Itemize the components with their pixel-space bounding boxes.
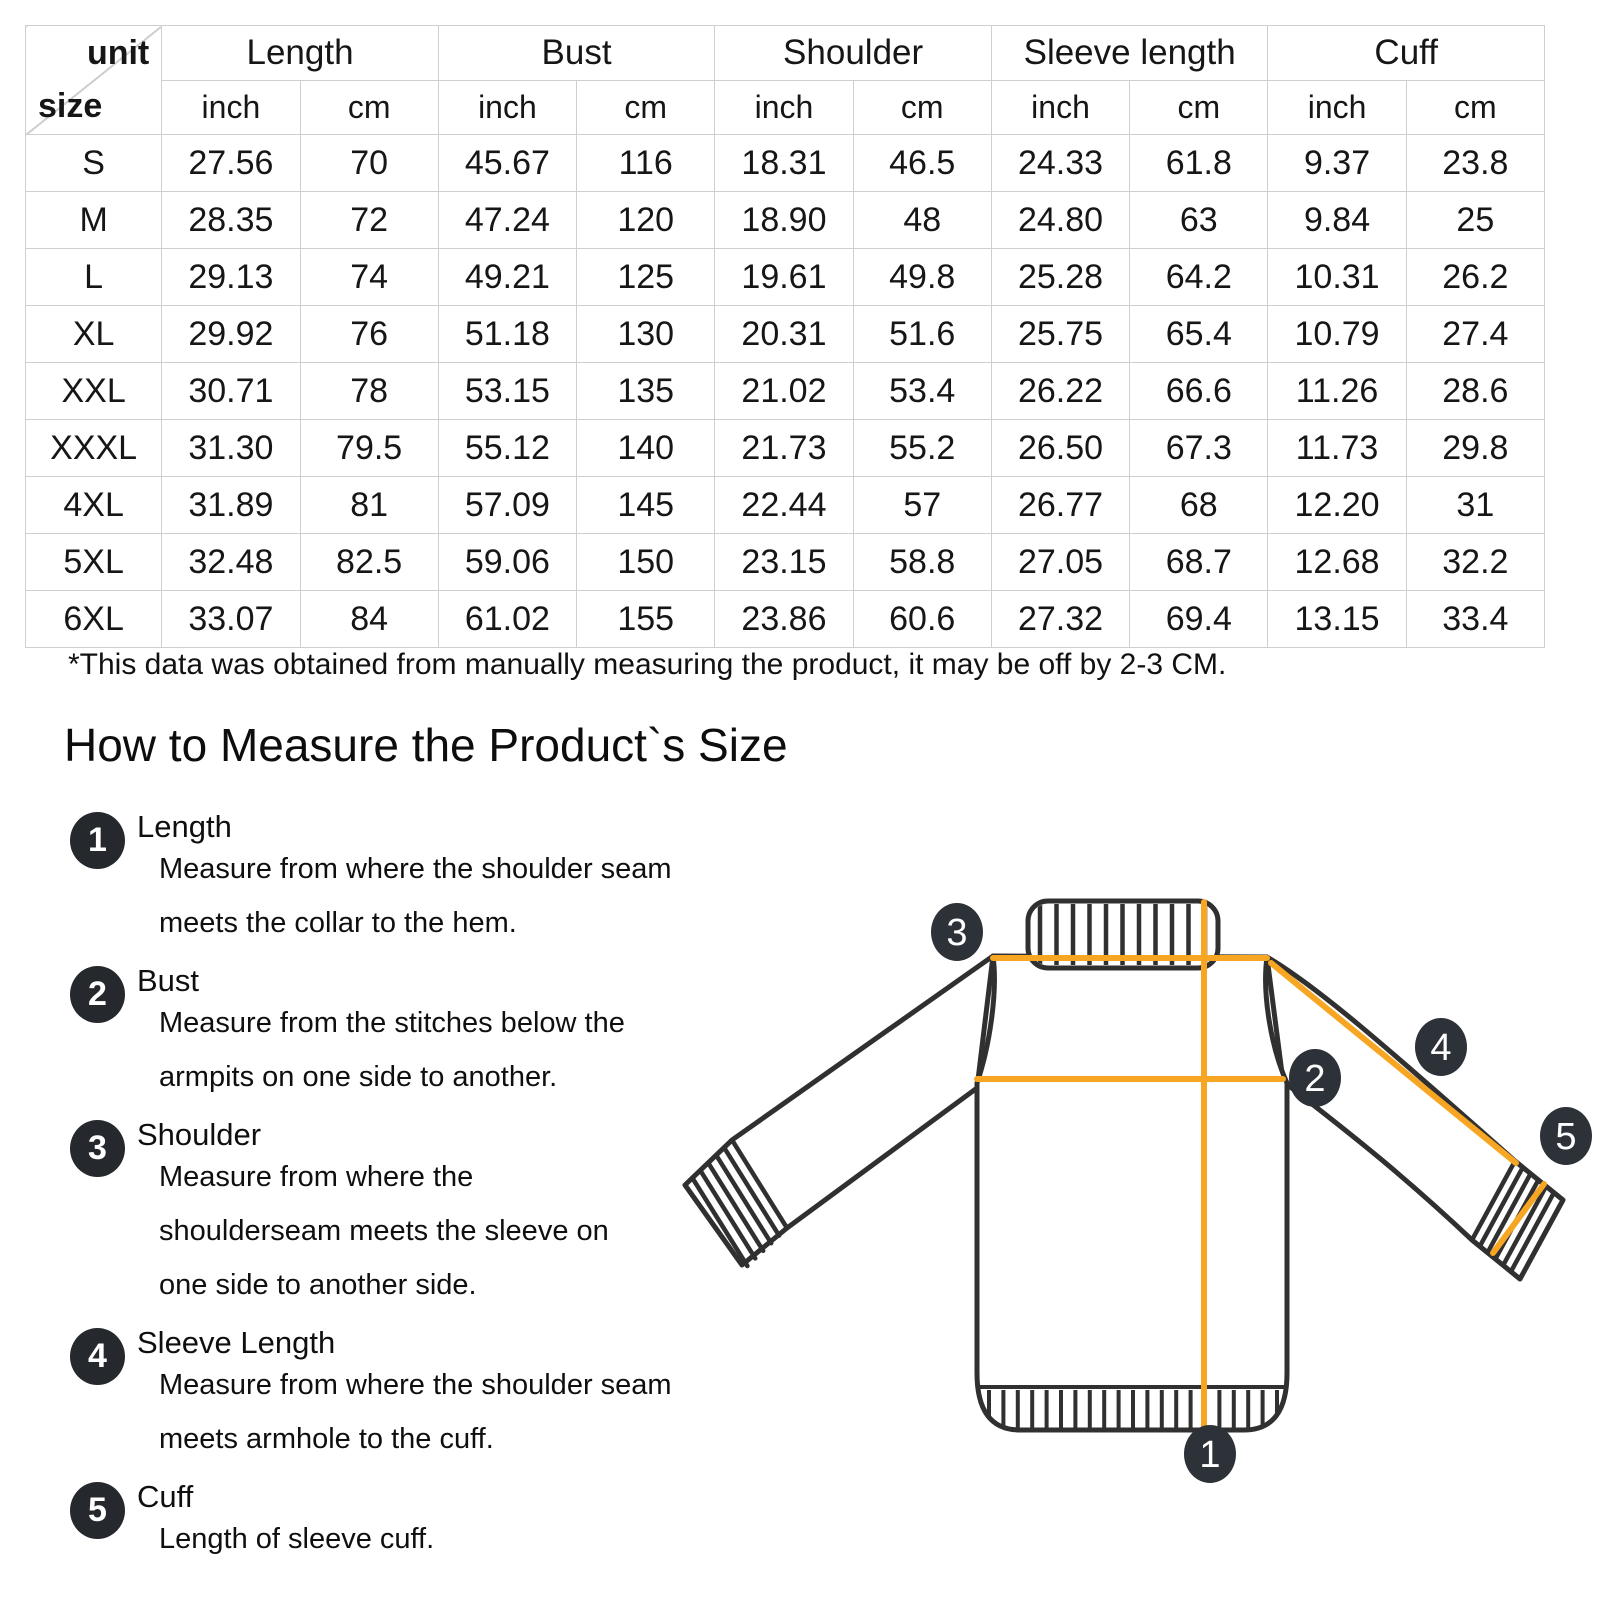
corner-size-label: size [38, 87, 103, 125]
size-row [26, 420, 1545, 477]
measurement-cell: 11.26 [1268, 363, 1406, 420]
measurement-cell: 12.68 [1268, 534, 1406, 591]
measurement-cell: 130 [577, 306, 715, 363]
unit-header: cm [300, 81, 438, 135]
measurement-cell: 69.4 [1130, 591, 1268, 648]
measurement-cell: 23.8 [1406, 135, 1544, 192]
size-row-label: XXL [26, 363, 162, 420]
svg-text:2: 2 [1304, 1058, 1326, 1100]
measurement-cell: 150 [577, 534, 715, 591]
measurement-cell: 31 [1406, 477, 1544, 534]
measurement-cell: 49.21 [438, 249, 576, 306]
diagram-badge-sleeve [1415, 1018, 1467, 1076]
instruction-line: Measure from the stitches below the [159, 1007, 625, 1039]
corner-unit-label: unit [86, 34, 150, 72]
measurement-cell: 27.32 [991, 591, 1129, 648]
measurement-cell: 19.61 [715, 249, 853, 306]
measurement-cell: 31.89 [162, 477, 300, 534]
size-row-label: 5XL [26, 534, 162, 591]
unit-header: cm [1130, 81, 1268, 135]
measurement-cell: 32.48 [162, 534, 300, 591]
measurement-cell: 29.8 [1406, 420, 1544, 477]
measurement-cell: 58.8 [853, 534, 991, 591]
measurement-cell: 11.73 [1268, 420, 1406, 477]
instruction-line: Length of sleeve cuff. [159, 1523, 435, 1555]
size-row-label: XL [26, 306, 162, 363]
diagram-badge-shoulder [931, 903, 983, 961]
measurement-cell: 68 [1130, 477, 1268, 534]
measurement-cell: 120 [577, 192, 715, 249]
group-header-length: Length [162, 26, 439, 81]
group-header-shoulder: Shoulder [715, 26, 992, 81]
measurement-cell: 79.5 [300, 420, 438, 477]
svg-text:4: 4 [1430, 1027, 1452, 1069]
unit-header: inch [991, 81, 1129, 135]
measurement-cell: 27.56 [162, 135, 300, 192]
measurement-cell: 57 [853, 477, 991, 534]
measurement-cell: 61.02 [438, 591, 576, 648]
measurement-cell: 59.06 [438, 534, 576, 591]
measurement-cell: 116 [577, 135, 715, 192]
instruction-line: meets armhole to the cuff. [159, 1423, 494, 1455]
unit-header: inch [162, 81, 300, 135]
right-sleeve [1267, 957, 1563, 1279]
measurement-cell: 33.07 [162, 591, 300, 648]
size-row-label: 6XL [26, 591, 162, 648]
size-row-label: L [26, 249, 162, 306]
diagram-badge-bust [1289, 1049, 1341, 1107]
measurement-cell: 26.2 [1406, 249, 1544, 306]
size-chart-table [25, 25, 1545, 648]
measurement-cell: 125 [577, 249, 715, 306]
size-row [26, 306, 1545, 363]
measurement-cell: 51.18 [438, 306, 576, 363]
svg-text:3: 3 [946, 912, 968, 954]
table-unit-header-row [26, 81, 1545, 135]
instruction-number-badge: 5 [70, 1482, 125, 1539]
measurement-cell: 13.15 [1268, 591, 1406, 648]
instruction-item [70, 1116, 730, 1312]
measurement-cell: 145 [577, 477, 715, 534]
measurement-cell: 22.44 [715, 477, 853, 534]
measurement-cell: 82.5 [300, 534, 438, 591]
unit-header: cm [577, 81, 715, 135]
corner-cell [26, 26, 162, 135]
measurement-cell: 76 [300, 306, 438, 363]
unit-header: inch [438, 81, 576, 135]
group-header-cuff: Cuff [1268, 26, 1545, 81]
measurement-cell: 81 [300, 477, 438, 534]
measurement-cell: 26.22 [991, 363, 1129, 420]
unit-header: inch [1268, 81, 1406, 135]
measurement-cell: 70 [300, 135, 438, 192]
size-row [26, 192, 1545, 249]
measurement-cell: 72 [300, 192, 438, 249]
sweater-measure-diagram [680, 843, 1600, 1503]
measurement-cell: 18.31 [715, 135, 853, 192]
measurement-cell: 74 [300, 249, 438, 306]
measurement-cell: 26.77 [991, 477, 1129, 534]
measurement-cell: 155 [577, 591, 715, 648]
sweater-body [977, 956, 1287, 1435]
measurement-cell: 49.8 [853, 249, 991, 306]
measurement-cell: 9.84 [1268, 192, 1406, 249]
measurement-cell: 60.6 [853, 591, 991, 648]
measurement-cell: 25.75 [991, 306, 1129, 363]
instruction-line: one side to another side. [159, 1269, 477, 1301]
left-sleeve [685, 956, 993, 1266]
measurement-cell: 31.30 [162, 420, 300, 477]
size-row-label: M [26, 192, 162, 249]
measurement-cell: 65.4 [1130, 306, 1268, 363]
instruction-line: meets the collar to the hem. [159, 907, 517, 939]
measurement-cell: 140 [577, 420, 715, 477]
measurement-cell: 25 [1406, 192, 1544, 249]
measurement-cell: 21.02 [715, 363, 853, 420]
instruction-title: Bust [137, 963, 200, 998]
measurement-cell: 64.2 [1130, 249, 1268, 306]
size-row [26, 477, 1545, 534]
unit-header: inch [715, 81, 853, 135]
instruction-line: shoulderseam meets the sleeve on [159, 1215, 609, 1247]
instruction-item [70, 962, 730, 1104]
instruction-title: Shoulder [137, 1117, 262, 1152]
size-row [26, 249, 1545, 306]
instruction-line: Measure from where the [159, 1161, 474, 1193]
measurement-cell: 27.4 [1406, 306, 1544, 363]
measurement-cell: 24.33 [991, 135, 1129, 192]
instruction-title: Sleeve Length [137, 1325, 336, 1360]
measurement-cell: 135 [577, 363, 715, 420]
measurement-cell: 12.20 [1268, 477, 1406, 534]
group-header-bust: Bust [438, 26, 715, 81]
measurement-cell: 26.50 [991, 420, 1129, 477]
measurement-cell: 23.15 [715, 534, 853, 591]
diagram-badge-cuff [1540, 1107, 1592, 1165]
svg-text:5: 5 [1555, 1116, 1577, 1158]
measurement-cell: 55.12 [438, 420, 576, 477]
size-row-label: XXXL [26, 420, 162, 477]
measurement-cell: 68.7 [1130, 534, 1268, 591]
measurement-disclaimer: *This data was obtained from manually measuring the product, it may be off by 2-3 CM. [68, 648, 1227, 681]
size-row-label: S [26, 135, 162, 192]
instruction-line: Measure from where the shoulder seam [159, 1369, 672, 1401]
diagram-badge-length [1184, 1425, 1236, 1483]
size-row [26, 591, 1545, 648]
instruction-number-badge: 4 [70, 1328, 125, 1385]
size-row [26, 363, 1545, 420]
measurement-cell: 25.28 [991, 249, 1129, 306]
measurement-cell: 32.2 [1406, 534, 1544, 591]
measurement-cell: 53.4 [853, 363, 991, 420]
measurement-cell: 67.3 [1130, 420, 1268, 477]
instruction-title: Cuff [137, 1479, 194, 1514]
instruction-number-badge: 1 [70, 812, 125, 869]
measurement-cell: 47.24 [438, 192, 576, 249]
measurement-cell: 63 [1130, 192, 1268, 249]
instruction-title: Length [137, 809, 232, 844]
instruction-number-badge: 3 [70, 1120, 125, 1177]
measurement-cell: 78 [300, 363, 438, 420]
instruction-list [70, 808, 730, 1578]
measurement-cell: 84 [300, 591, 438, 648]
size-row [26, 135, 1545, 192]
unit-header: cm [1406, 81, 1544, 135]
measurement-cell: 27.05 [991, 534, 1129, 591]
table-group-header-row [26, 26, 1545, 81]
measurement-cell: 24.80 [991, 192, 1129, 249]
measurement-cell: 48 [853, 192, 991, 249]
measurement-cell: 66.6 [1130, 363, 1268, 420]
instruction-item [70, 1478, 730, 1566]
instruction-item [70, 808, 730, 950]
how-to-measure-heading: How to Measure the Product`s Size [64, 719, 788, 771]
measurement-cell: 29.92 [162, 306, 300, 363]
measurement-cell: 23.86 [715, 591, 853, 648]
size-row [26, 534, 1545, 591]
instruction-number-badge: 2 [70, 966, 125, 1023]
measurement-cell: 51.6 [853, 306, 991, 363]
measurement-cell: 10.79 [1268, 306, 1406, 363]
size-row-label: 4XL [26, 477, 162, 534]
instruction-line: armpits on one side to another. [159, 1061, 558, 1093]
measurement-cell: 55.2 [853, 420, 991, 477]
measurement-cell: 46.5 [853, 135, 991, 192]
measurement-cell: 9.37 [1268, 135, 1406, 192]
measurement-cell: 45.67 [438, 135, 576, 192]
instruction-line: Measure from where the shoulder seam [159, 853, 672, 885]
measurement-cell: 57.09 [438, 477, 576, 534]
measurement-cell: 33.4 [1406, 591, 1544, 648]
unit-header: cm [853, 81, 991, 135]
measurement-cell: 21.73 [715, 420, 853, 477]
measurement-cell: 61.8 [1130, 135, 1268, 192]
measurement-cell: 28.35 [162, 192, 300, 249]
measurement-cell: 18.90 [715, 192, 853, 249]
group-header-sleeve-length: Sleeve length [991, 26, 1268, 81]
measurement-cell: 29.13 [162, 249, 300, 306]
measurement-cell: 53.15 [438, 363, 576, 420]
svg-text:1: 1 [1199, 1434, 1221, 1476]
measurement-cell: 30.71 [162, 363, 300, 420]
instruction-item [70, 1324, 730, 1466]
measurement-cell: 20.31 [715, 306, 853, 363]
measurement-cell: 10.31 [1268, 249, 1406, 306]
measurement-cell: 28.6 [1406, 363, 1544, 420]
